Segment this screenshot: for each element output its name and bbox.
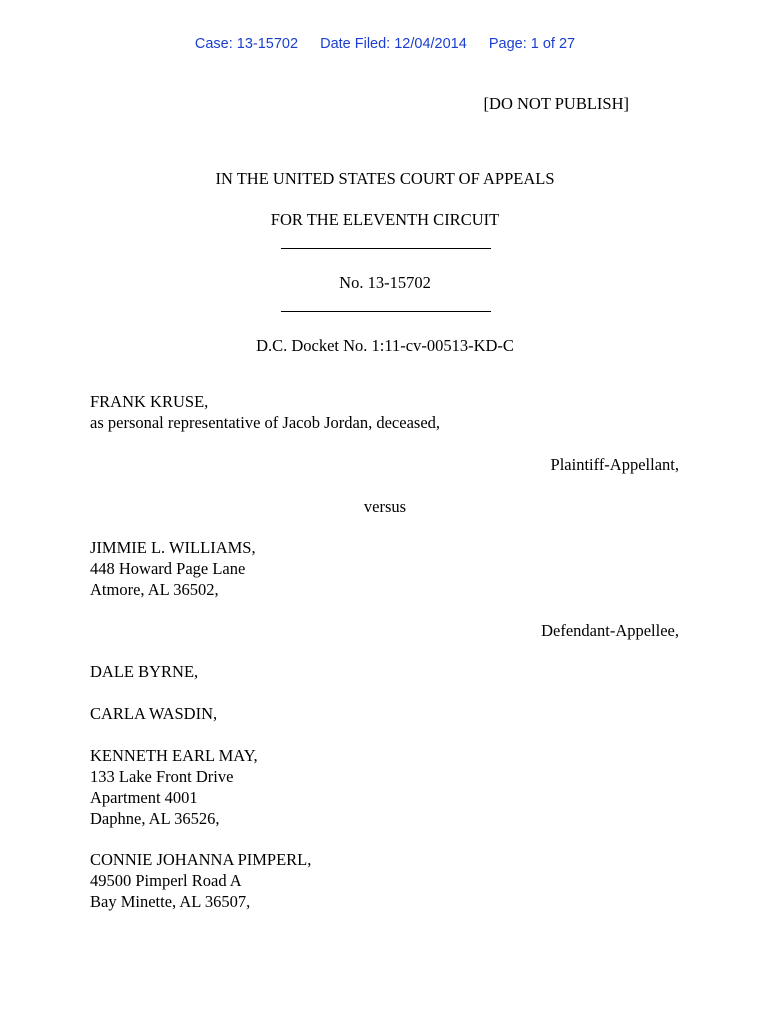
defendant-pimperl-address-2: Bay Minette, AL 36507, [90,892,251,911]
publish-notice: [DO NOT PUBLISH] [483,94,629,113]
defendant-may-address-3: Daphne, AL 36526, [90,809,220,828]
plaintiff-description: as personal representative of Jacob Jordan, deceased, [90,413,441,432]
defendant-wasdin-name: CARLA WASDIN, [90,704,218,723]
versus-label: versus [363,497,407,516]
defendant-williams-address-2: Atmore, AL 36502, [90,580,219,599]
defendant-williams-name: JIMMIE L. WILLIAMS, [90,538,256,557]
defendant-pimperl-name: CONNIE JOHANNA PIMPERL, [90,850,312,869]
stamp-date-filed: Date Filed: 12/04/2014 [320,36,467,52]
circuit-name: FOR THE ELEVENTH CIRCUIT [270,210,500,229]
defendant-may-name: KENNETH EARL MAY, [90,746,258,765]
stamp-case-number: Case: 13-15702 [194,36,299,52]
defendant-may-address-2: Apartment 4001 [90,788,198,807]
stamp-page-number: Page: 1 of 27 [488,36,576,52]
court-name: IN THE UNITED STATES COURT OF APPEALS [215,169,555,188]
defendant-may-address-1: 133 Lake Front Drive [90,767,234,786]
separator-rule-1 [281,248,491,249]
filing-stamp [0,36,770,52]
plaintiff-role: Plaintiff-Appellant, [550,455,679,474]
defendant-role: Defendant-Appellee, [541,621,679,640]
defendant-byrne-name: DALE BYRNE, [90,662,199,681]
defendant-pimperl-address-1: 49500 Pimperl Road A [90,871,242,890]
case-number: No. 13-15702 [339,273,431,292]
plaintiff-name: FRANK KRUSE, [90,392,209,411]
defendant-williams-address-1: 448 Howard Page Lane [90,559,246,578]
docket-number: D.C. Docket No. 1:11-cv-00513-KD-C [256,336,514,355]
separator-rule-2 [281,311,491,312]
